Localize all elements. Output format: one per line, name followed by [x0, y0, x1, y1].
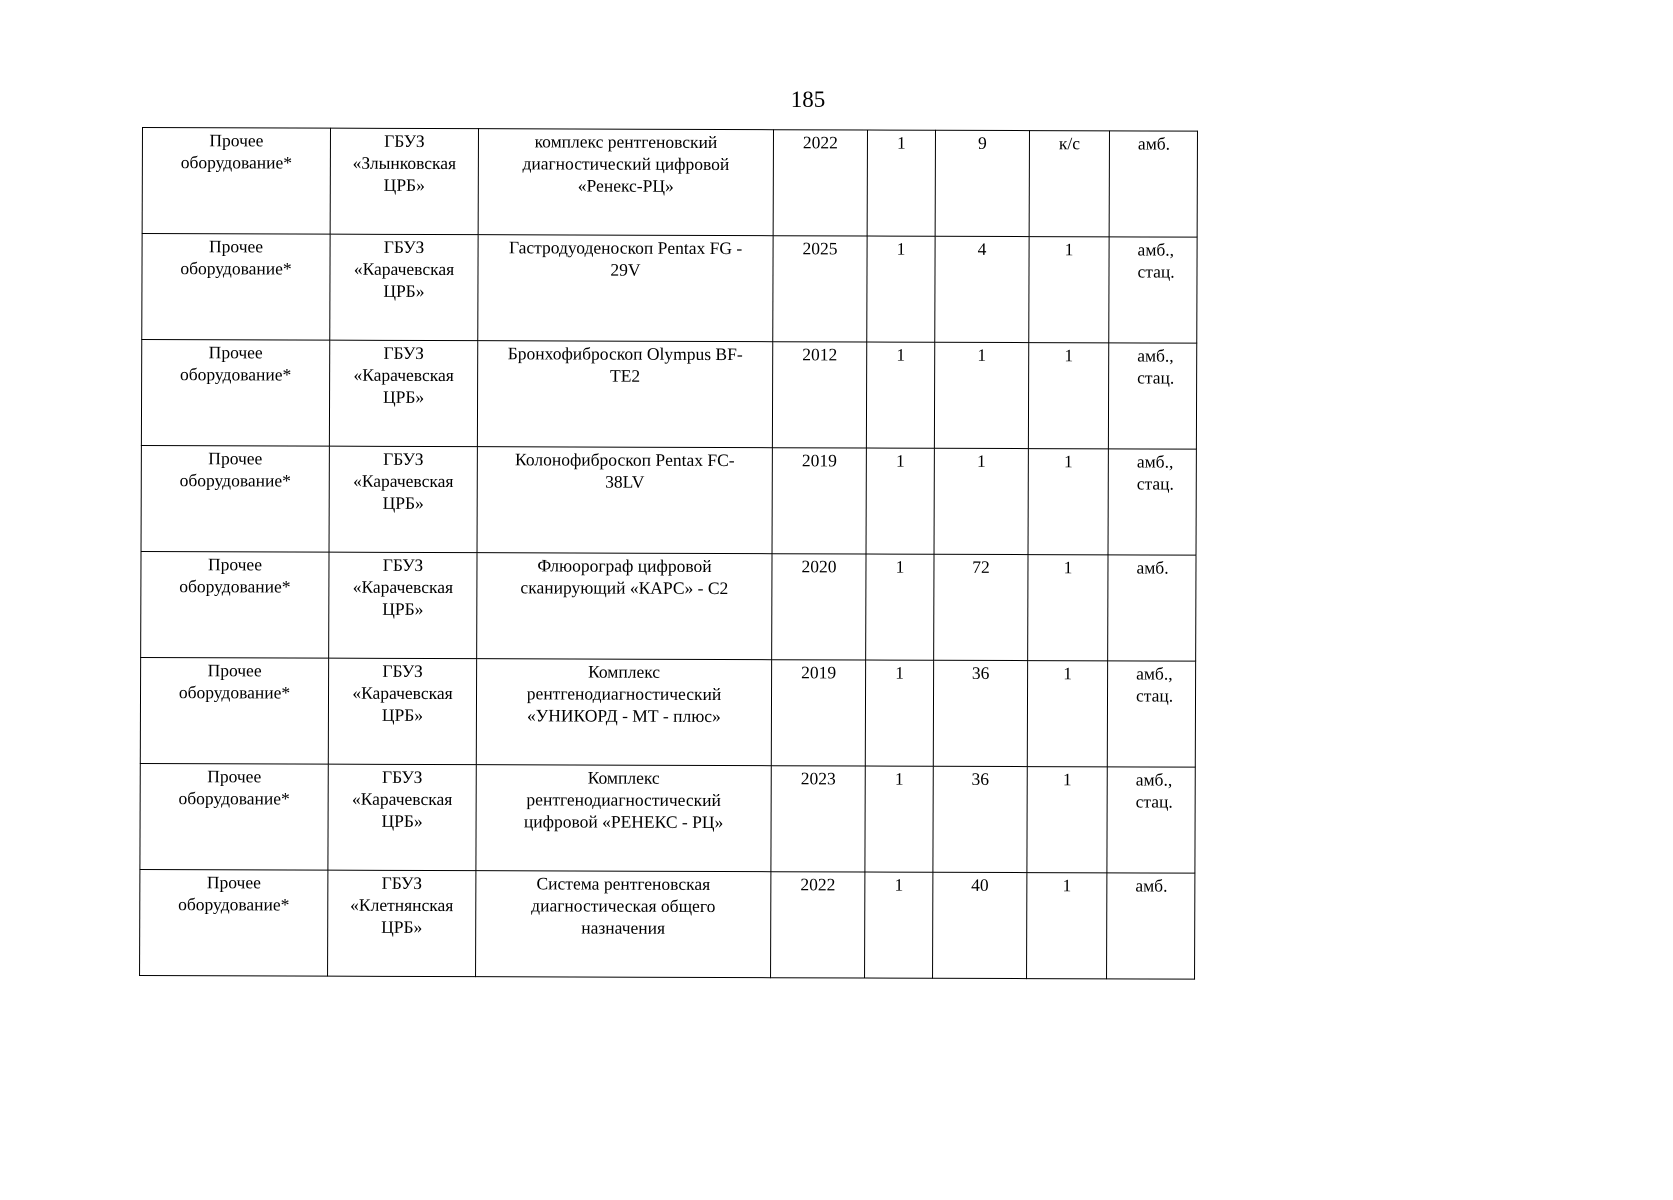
cell-organization-line: ЦРБ»	[382, 386, 425, 407]
cell-equipment-name	[478, 129, 773, 236]
cell-equipment-name-line: «УНИКОРД - МТ - плюс»	[527, 705, 721, 727]
cell-organization-line: «Карачевская	[352, 682, 453, 704]
cell-category-line: оборудование*	[178, 788, 290, 809]
cell-place-line: амб.	[1135, 875, 1168, 896]
cell-equipment-name-line: Комплекс	[588, 661, 661, 682]
cell-organization-line: ЦРБ»	[383, 280, 425, 301]
cell-place	[1109, 237, 1197, 343]
cell-equipment-name	[478, 235, 773, 342]
cell-organization-line: ГБУЗ	[382, 660, 423, 681]
cell-place	[1107, 873, 1195, 979]
cell-category	[140, 657, 328, 764]
cell-place-line: амб.,	[1136, 451, 1174, 472]
cell-category	[140, 869, 328, 976]
cell-organization-line: ЦРБ»	[382, 598, 424, 619]
cell-category-line: оборудование*	[178, 894, 290, 915]
cell-organization-line: ЦРБ»	[381, 810, 423, 831]
cell-organization-line: «Карачевская	[353, 364, 454, 386]
cell-organization-line: ЦРБ»	[382, 492, 424, 513]
cell-place-line: стац.	[1135, 791, 1173, 812]
cell-equipment-name-line: диагностический цифровой	[522, 153, 730, 175]
cell-year: 2019	[772, 448, 866, 554]
cell-category	[141, 340, 329, 447]
cell-organization-line: ГБУЗ	[384, 130, 425, 151]
cell-quantity: 1	[866, 448, 934, 554]
cell-category-line: Прочее	[206, 872, 261, 893]
cell-organization-line: «Карачевская	[351, 788, 453, 810]
cell-year: 2022	[773, 130, 867, 236]
cell-shift: 1	[1029, 237, 1109, 343]
cell-category-line: оборудование*	[180, 152, 293, 173]
cell-value: 40	[933, 872, 1027, 978]
cell-quantity: 1	[867, 236, 935, 342]
cell-equipment-name-line: рентгенодиагностический	[526, 683, 722, 705]
cell-value: 1	[934, 342, 1028, 448]
cell-category	[142, 234, 330, 341]
cell-equipment-name	[477, 447, 772, 554]
cell-organization	[329, 446, 477, 553]
cell-place-line: амб.	[1136, 557, 1169, 578]
table-row	[140, 763, 1195, 873]
cell-place	[1108, 449, 1196, 555]
cell-category	[142, 128, 330, 235]
cell-organization-line: ЦРБ»	[381, 916, 423, 937]
cell-value: 1	[934, 448, 1028, 554]
cell-place	[1107, 661, 1195, 767]
table-row	[142, 128, 1197, 238]
cell-organization	[329, 340, 477, 447]
cell-equipment-name-line: 29V	[610, 259, 641, 280]
cell-category-line: оборудование*	[179, 576, 291, 597]
cell-shift: 1	[1027, 873, 1107, 979]
equipment-table	[139, 127, 1198, 980]
table-row	[140, 657, 1195, 767]
cell-equipment-name-line: TE2	[610, 365, 641, 386]
cell-place-line: стац.	[1136, 473, 1174, 494]
cell-equipment-name	[477, 553, 772, 660]
cell-place	[1109, 131, 1197, 237]
table-body	[140, 128, 1198, 980]
cell-value: 4	[935, 236, 1029, 342]
cell-organization-line: «Карачевская	[353, 258, 455, 280]
cell-shift: 1	[1028, 343, 1108, 449]
cell-equipment-name	[477, 341, 772, 448]
cell-place	[1107, 767, 1195, 873]
cell-place-line: амб.,	[1137, 345, 1174, 366]
cell-equipment-name-line: назначения	[581, 917, 666, 938]
cell-category-line: Прочее	[209, 130, 264, 151]
table-row	[141, 340, 1196, 450]
cell-category	[141, 445, 329, 552]
cell-equipment-name-line: сканирующий «КАРС» - С2	[520, 577, 729, 599]
table-row	[140, 869, 1195, 979]
cell-value: 72	[934, 554, 1028, 660]
cell-place-line: стац.	[1137, 367, 1175, 388]
cell-quantity: 1	[867, 130, 935, 236]
cell-equipment-name-line: диагностическая общего	[531, 895, 716, 917]
cell-equipment-name-line: 38LV	[605, 471, 645, 492]
cell-category-line: оборудование*	[179, 470, 291, 491]
cell-year: 2020	[772, 554, 866, 660]
cell-category-line: Прочее	[208, 448, 263, 469]
cell-equipment-name-line: Флюорограф цифровой	[537, 555, 712, 576]
cell-equipment-name-line: Система рентгеновская	[536, 873, 711, 894]
cell-year: 2012	[772, 342, 866, 448]
cell-organization-line: ГБУЗ	[381, 766, 423, 787]
cell-equipment-name-line: комплекс рентгеновский	[534, 131, 718, 153]
cell-quantity: 1	[866, 554, 934, 660]
cell-organization	[328, 764, 476, 871]
cell-organization-line: ЦРБ»	[381, 704, 424, 725]
cell-organization	[330, 234, 478, 341]
cell-organization-line: «Карачевская	[352, 576, 454, 598]
cell-equipment-name-line: рентгенодиагностический	[526, 789, 721, 811]
cell-year: 2023	[771, 766, 865, 872]
table-row	[142, 234, 1197, 344]
table-row	[141, 551, 1196, 661]
cell-organization	[328, 870, 476, 977]
cell-equipment-name-line: Комплекс	[587, 767, 660, 788]
cell-organization-line: ГБУЗ	[383, 448, 424, 469]
cell-quantity: 1	[865, 872, 933, 978]
cell-equipment-name-line: «Ренекс-РЦ»	[577, 175, 674, 196]
cell-equipment-name-line: Гастродуоденоскоп Pentax FG -	[508, 237, 743, 259]
cell-place	[1108, 343, 1196, 449]
cell-category-line: Прочее	[207, 554, 263, 575]
cell-value: 36	[933, 660, 1027, 766]
cell-equipment-name	[476, 871, 771, 978]
cell-quantity: 1	[865, 660, 933, 766]
cell-category-line: оборудование*	[180, 258, 292, 279]
cell-equipment-name-line: Бронхофиброскоп Olympus BF-	[507, 343, 743, 365]
cell-organization	[329, 552, 477, 659]
cell-category	[141, 551, 329, 658]
cell-equipment-name	[476, 659, 771, 766]
cell-organization	[328, 658, 476, 765]
cell-equipment-name-line: цифровой «РЕНЕКС - РЦ»	[523, 811, 724, 833]
page-number: 185	[790, 87, 826, 112]
cell-place-line: стац.	[1135, 685, 1174, 706]
cell-place-line: амб.,	[1135, 769, 1173, 790]
cell-year: 2019	[771, 660, 865, 766]
cell-organization-line: «Злынковская	[352, 152, 457, 174]
cell-place-line: стац.	[1137, 261, 1175, 282]
cell-category-line: Прочее	[209, 236, 264, 257]
table-row	[141, 445, 1196, 555]
cell-category-line: оборудование*	[178, 682, 291, 703]
cell-year: 2022	[771, 872, 865, 978]
cell-organization-line: ЦРБ»	[383, 174, 425, 195]
cell-category-line: Прочее	[207, 660, 262, 681]
cell-category-line: Прочее	[208, 342, 263, 363]
cell-shift: 1	[1028, 449, 1108, 555]
cell-shift: 1	[1028, 555, 1108, 661]
cell-year: 2025	[773, 236, 867, 342]
cell-category	[140, 763, 328, 870]
cell-organization-line: ГБУЗ	[382, 554, 424, 575]
cell-quantity: 1	[866, 342, 934, 448]
cell-organization-line: ГБУЗ	[383, 236, 425, 257]
cell-equipment-name-line: Колонофиброскоп Pentax FC-	[515, 449, 735, 471]
cell-value: 36	[933, 766, 1027, 872]
cell-quantity: 1	[865, 766, 933, 872]
cell-organization	[330, 128, 478, 235]
cell-place-line: амб.,	[1137, 239, 1175, 260]
cell-organization-line: «Карачевская	[353, 470, 454, 492]
cell-place-line: амб.	[1137, 133, 1171, 154]
cell-shift: 1	[1027, 767, 1107, 873]
cell-organization-line: ГБУЗ	[383, 342, 424, 363]
cell-category-line: оборудование*	[179, 364, 292, 385]
cell-value: 9	[935, 130, 1029, 236]
cell-category-line: Прочее	[207, 766, 262, 787]
cell-equipment-name	[476, 765, 771, 872]
cell-shift: 1	[1027, 661, 1107, 767]
cell-organization-line: ГБУЗ	[381, 872, 423, 893]
cell-organization-line: «Клетнянская	[350, 894, 454, 916]
cell-shift: к/с	[1029, 131, 1109, 237]
cell-place-line: амб.,	[1136, 663, 1173, 684]
cell-place	[1108, 555, 1196, 661]
